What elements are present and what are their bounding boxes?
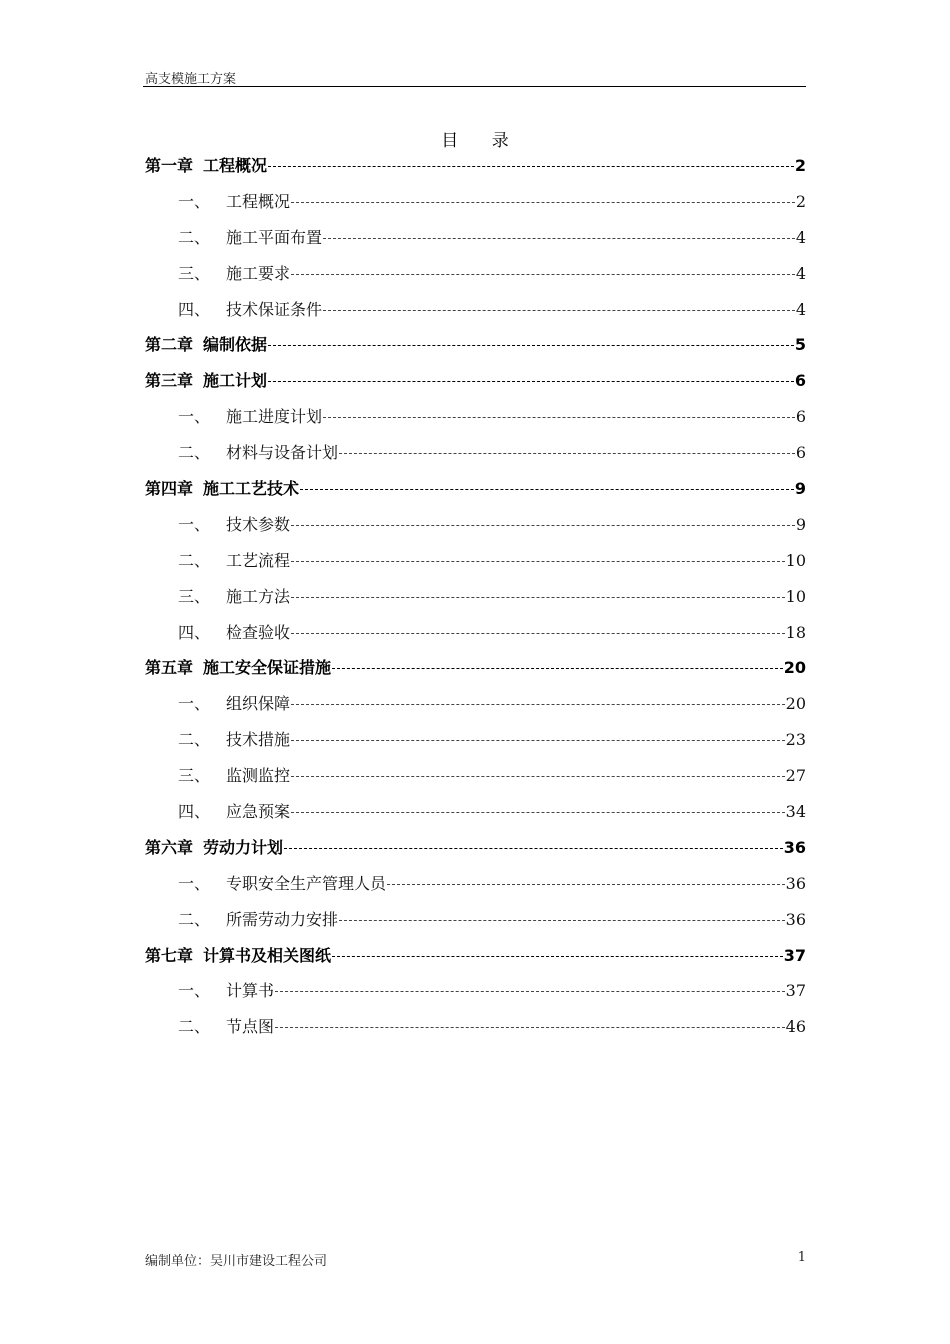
- toc-entry-label: 施工方法: [226, 586, 291, 606]
- toc-dash-leader: [291, 517, 795, 533]
- toc-entry-label: 所需劳动力安排: [226, 909, 339, 929]
- toc-section-entry[interactable]: [145, 399, 806, 435]
- toc-dash-leader: [300, 481, 794, 497]
- toc-entry-number: 一、: [178, 191, 211, 211]
- toc-entry-label: 技术保证条件: [226, 299, 323, 319]
- toc-section-entry[interactable]: [145, 1009, 806, 1045]
- toc-entry-page: 10: [785, 550, 806, 570]
- toc-entry-page: 36: [785, 909, 806, 929]
- toc-entry-label: 施工要求: [226, 263, 291, 283]
- toc-entry-page: 20: [785, 694, 806, 714]
- toc-entry-label: 监测监控: [226, 766, 291, 786]
- toc-section-entry[interactable]: [145, 184, 806, 220]
- toc-section-entry[interactable]: [145, 973, 806, 1009]
- toc-entry-number: 第一章: [145, 156, 194, 175]
- toc-entry-number: 第七章: [145, 945, 194, 965]
- toc-chapter-entry[interactable]: [145, 148, 806, 184]
- toc-entry-number: 第二章: [145, 335, 194, 355]
- toc-chapter-entry[interactable]: [145, 327, 806, 363]
- toc-entry-page: 5: [794, 335, 806, 355]
- toc-dash-leader: [332, 948, 783, 964]
- toc-dash-leader: [284, 840, 783, 856]
- toc-entry-label: 材料与设备计划: [226, 443, 339, 463]
- toc-entry-page: 4: [795, 299, 806, 319]
- toc-entry-page: 34: [785, 802, 806, 822]
- toc-entry-number: 三、: [178, 766, 211, 786]
- toc-chapter-entry[interactable]: [145, 650, 806, 686]
- toc-entry-label: 计算书及相关图纸: [203, 945, 332, 965]
- toc-entry-number: 一、: [178, 873, 211, 893]
- toc-entry-label: 劳动力计划: [203, 837, 284, 857]
- toc-section-entry[interactable]: [145, 758, 806, 794]
- toc-dash-leader: [291, 625, 785, 641]
- toc-entry-page: 6: [794, 371, 806, 391]
- toc-entry-number: 二、: [178, 443, 211, 463]
- toc-entry-label: 施工计划: [203, 371, 268, 391]
- toc-section-entry[interactable]: [145, 794, 806, 830]
- toc-entry-page: 27: [785, 766, 806, 786]
- toc-entry-number: 一、: [178, 981, 211, 1001]
- toc-entry-page: 18: [785, 622, 806, 642]
- toc-entry-label: 专职安全生产管理人员: [226, 873, 387, 893]
- toc-entry-label: 组织保障: [226, 694, 291, 714]
- toc-dash-leader: [332, 660, 783, 676]
- toc-entry-page: 23: [785, 730, 806, 750]
- toc-entry-page: 4: [795, 263, 806, 283]
- toc-section-entry[interactable]: [145, 507, 806, 543]
- toc-entry-label: 检查验收: [226, 622, 291, 642]
- toc-chapter-entry[interactable]: [145, 363, 806, 399]
- toc-entry-label: 工程概况: [226, 191, 291, 211]
- toc-entry-page: 36: [785, 873, 806, 893]
- toc-entry-number: 四、: [178, 622, 211, 642]
- toc-entry-label: 编制依据: [203, 335, 268, 355]
- toc-chapter-entry[interactable]: [145, 830, 806, 866]
- toc-entry-number: 第六章: [145, 837, 194, 857]
- toc-dash-leader: [275, 983, 785, 999]
- toc-entry-page: 37: [785, 981, 806, 1001]
- toc-entry-page: 2: [795, 191, 806, 211]
- toc-entry-label: 工艺流程: [226, 550, 291, 570]
- toc-entry-label: 计算书: [226, 981, 275, 1001]
- toc-entry-page: 6: [795, 443, 806, 463]
- toc-entry-number: 三、: [178, 263, 211, 283]
- toc-section-entry[interactable]: [145, 220, 806, 256]
- toc-entry-page: 36: [783, 837, 806, 857]
- toc-entry-number: 二、: [178, 730, 211, 750]
- toc-section-entry[interactable]: [145, 435, 806, 471]
- toc-entry-label: 技术参数: [226, 514, 291, 534]
- toc-dash-leader: [387, 876, 785, 892]
- toc-dash-leader: [268, 373, 794, 389]
- header-title: 高支模施工方案: [145, 72, 237, 87]
- toc-entry-number: 二、: [178, 227, 211, 247]
- toc-dash-leader: [291, 194, 795, 210]
- toc-entry-label: 节点图: [226, 1017, 275, 1037]
- toc-entry-number: 二、: [178, 1017, 211, 1037]
- header-rule: [143, 86, 806, 87]
- toc-entry-page: 10: [785, 586, 806, 606]
- toc-dash-leader: [291, 732, 785, 748]
- toc-dash-leader: [339, 912, 785, 928]
- toc-section-entry[interactable]: [145, 579, 806, 615]
- toc-section-entry[interactable]: [145, 902, 806, 938]
- toc-chapter-entry[interactable]: [145, 938, 806, 974]
- toc-dash-leader: [323, 409, 795, 425]
- toc-section-entry[interactable]: [145, 686, 806, 722]
- toc-entry-number: 二、: [178, 550, 211, 570]
- toc-dash-leader: [291, 696, 785, 712]
- footer-page-number: 1: [797, 1250, 806, 1265]
- table-of-contents: [145, 148, 806, 1045]
- toc-section-entry[interactable]: [145, 722, 806, 758]
- toc-chapter-entry[interactable]: [145, 471, 806, 507]
- toc-entry-page: 6: [795, 407, 806, 427]
- toc-entry-number: 四、: [178, 802, 211, 822]
- toc-section-entry[interactable]: [145, 866, 806, 902]
- toc-dash-leader: [291, 553, 785, 569]
- toc-section-entry[interactable]: [145, 256, 806, 292]
- toc-dash-leader: [291, 589, 785, 605]
- toc-entry-page: 20: [783, 658, 806, 678]
- toc-entry-label: 工程概况: [203, 156, 268, 175]
- toc-section-entry[interactable]: [145, 615, 806, 651]
- toc-section-entry[interactable]: [145, 543, 806, 579]
- toc-dash-leader: [323, 230, 795, 246]
- toc-entry-label: 施工平面布置: [226, 227, 323, 247]
- toc-dash-leader: [323, 302, 795, 318]
- toc-entry-page: 2: [794, 156, 806, 175]
- toc-entry-number: 四、: [178, 299, 211, 319]
- footer-unit: 编制单位：吴川市建设工程公司: [145, 1254, 328, 1269]
- toc-entry-label: 施工安全保证措施: [203, 658, 332, 678]
- toc-entry-number: 第三章: [145, 371, 194, 391]
- toc-entry-page: 46: [785, 1017, 806, 1037]
- toc-dash-leader: [275, 1019, 785, 1035]
- toc-dash-leader: [268, 337, 794, 353]
- toc-entry-number: 第五章: [145, 658, 194, 678]
- toc-entry-page: 9: [795, 514, 806, 534]
- toc-entry-label: 技术措施: [226, 730, 291, 750]
- toc-title: 目 录: [441, 131, 523, 151]
- toc-entry-number: 一、: [178, 514, 211, 534]
- toc-entry-page: 9: [794, 479, 806, 499]
- toc-dash-leader: [339, 445, 795, 461]
- toc-section-entry[interactable]: [145, 292, 806, 328]
- toc-entry-page: 37: [783, 945, 806, 965]
- toc-entry-page: 4: [795, 227, 806, 247]
- toc-entry-number: 二、: [178, 909, 211, 929]
- toc-dash-leader: [291, 804, 785, 820]
- toc-dash-leader: [291, 266, 795, 282]
- toc-entry-number: 一、: [178, 694, 211, 714]
- toc-entry-number: 第四章: [145, 479, 194, 499]
- toc-entry-label: 施工进度计划: [226, 407, 323, 427]
- toc-entry-label: 施工工艺技术: [203, 479, 300, 499]
- toc-entry-number: 一、: [178, 407, 211, 427]
- toc-entry-number: 三、: [178, 586, 211, 606]
- toc-dash-leader: [291, 768, 785, 784]
- toc-dash-leader: [268, 158, 794, 174]
- toc-entry-label: 应急预案: [226, 802, 291, 822]
